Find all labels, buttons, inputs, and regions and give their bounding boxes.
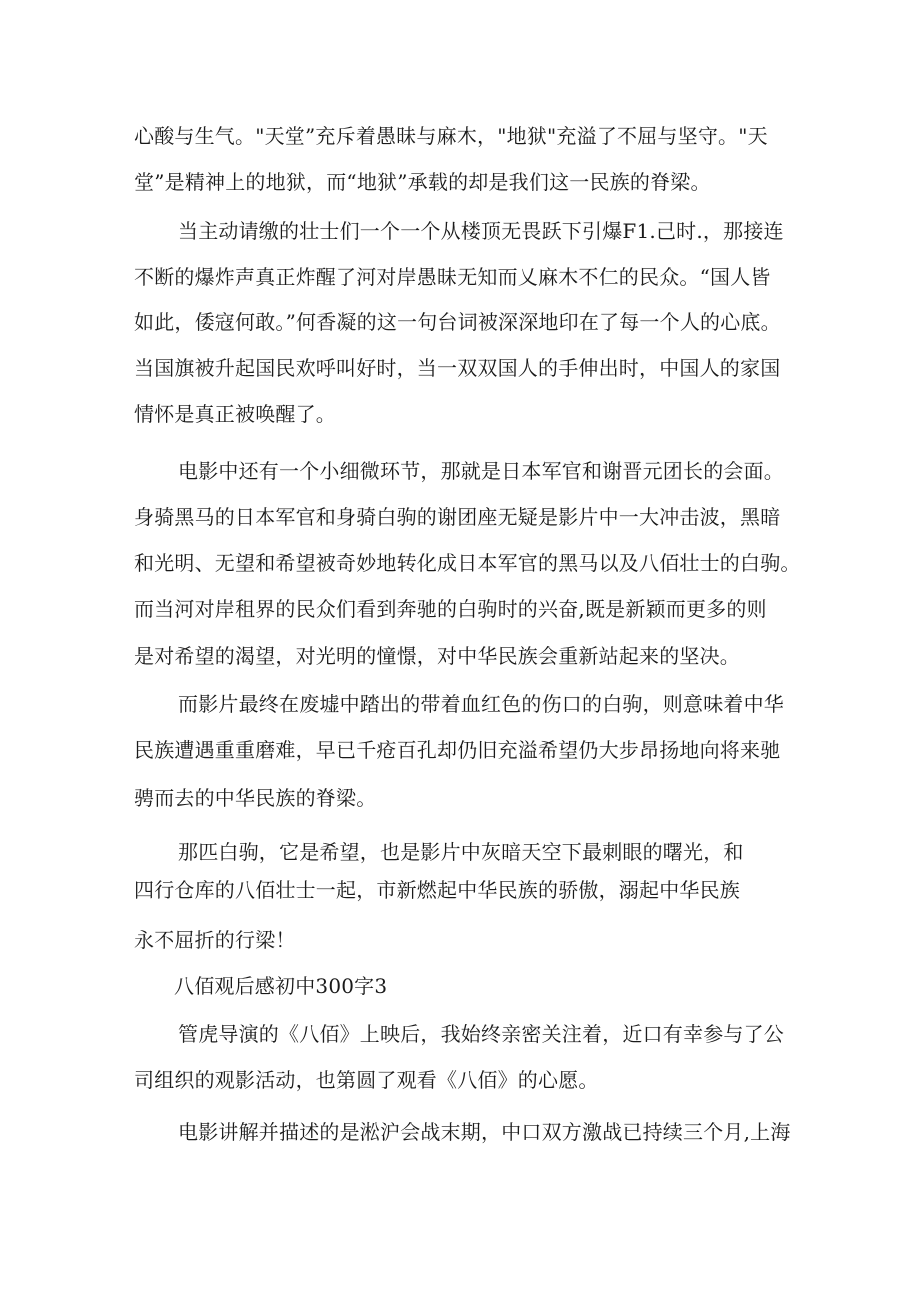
- paragraph-line: 堂”是精神上的地狱，而“地狱”承载的却是我们这一民族的脊梁。: [134, 170, 711, 194]
- paragraph-line: 身骑黑马的日本军官和身骑白驹的谢团座无疑是影片中一大冲击波，黑暗: [134, 505, 781, 529]
- paragraph-line: 心酸与生气。"天堂”充斥着愚昧与麻木，"地狱"充溢了不屈与坚守。"天: [134, 124, 768, 148]
- paragraph-line: 当主动请缴的壮士们一个一个从楼顶无畏跃下引爆F1.己时.，那接连: [178, 219, 784, 243]
- paragraph-line: 骋而去的中华民族的脊梁。: [134, 786, 377, 810]
- paragraph-line: 不断的爆炸声真正炸醒了河对岸愚昧无知而乂麻木不仁的民众。“国人皆: [134, 265, 771, 289]
- paragraph-line: 电影讲解并描述的是淞沪会战末期，中口双方激战已持续三个月,上海: [178, 1120, 791, 1144]
- paragraph-line: 和光明、无望和希望被奇妙地转化成日本军官的黑马以及八佰壮士的白驹。: [134, 551, 801, 575]
- section-heading: 八佰观后感初中300字3: [174, 974, 388, 998]
- paragraph-line: 情怀是真正被唤醒了。: [134, 402, 336, 426]
- paragraph-line: 而影片最终在废墟中踏出的带着血红色的伤口的白驹，则意味着中华: [178, 692, 784, 716]
- paragraph-line: 电影中还有一个小细微环节，那就是日本军官和谢晋元团长的会面。: [178, 459, 784, 483]
- paragraph-line: 而当河对岸租界的民众们看到奔驰的白驹时的兴奋,既是新颖而更多的则: [134, 597, 767, 621]
- paragraph-line: 民族遭遇重重磨难，早已千疮百孔却仍旧充溢希望仍大步昂扬地向将来驰: [134, 738, 781, 762]
- paragraph-line: 永不屈折的行梁！: [134, 928, 296, 952]
- paragraph-line: 那匹白驹，它是希望，也是影片中灰暗天空下最刺眼的曙光，和: [178, 840, 744, 864]
- paragraph-line: 司组织的观影活动，也第圆了观看《八佰》的心愿。: [134, 1068, 599, 1092]
- paragraph-line: 管虎导演的《八佰》上映后，我始终亲密关注着，近口有幸参与了公: [178, 1022, 784, 1046]
- paragraph-line: 是对希望的渴望，对光明的憧憬，对中华民族会重新站起来的坚决。: [134, 644, 740, 668]
- paragraph-line: 如此，倭寇何敢。”何香凝的这一句台词被深深地印在了每一个人的心底。: [134, 310, 781, 334]
- paragraph-line: 当国旗被升起国民欢呼叫好时，当一双双国人的手伸出时，中国人的家国: [134, 356, 781, 380]
- paragraph-line: 四行仓库的八佰壮士一起，市新燃起中华民族的骄傲，溺起中华民族: [134, 878, 740, 902]
